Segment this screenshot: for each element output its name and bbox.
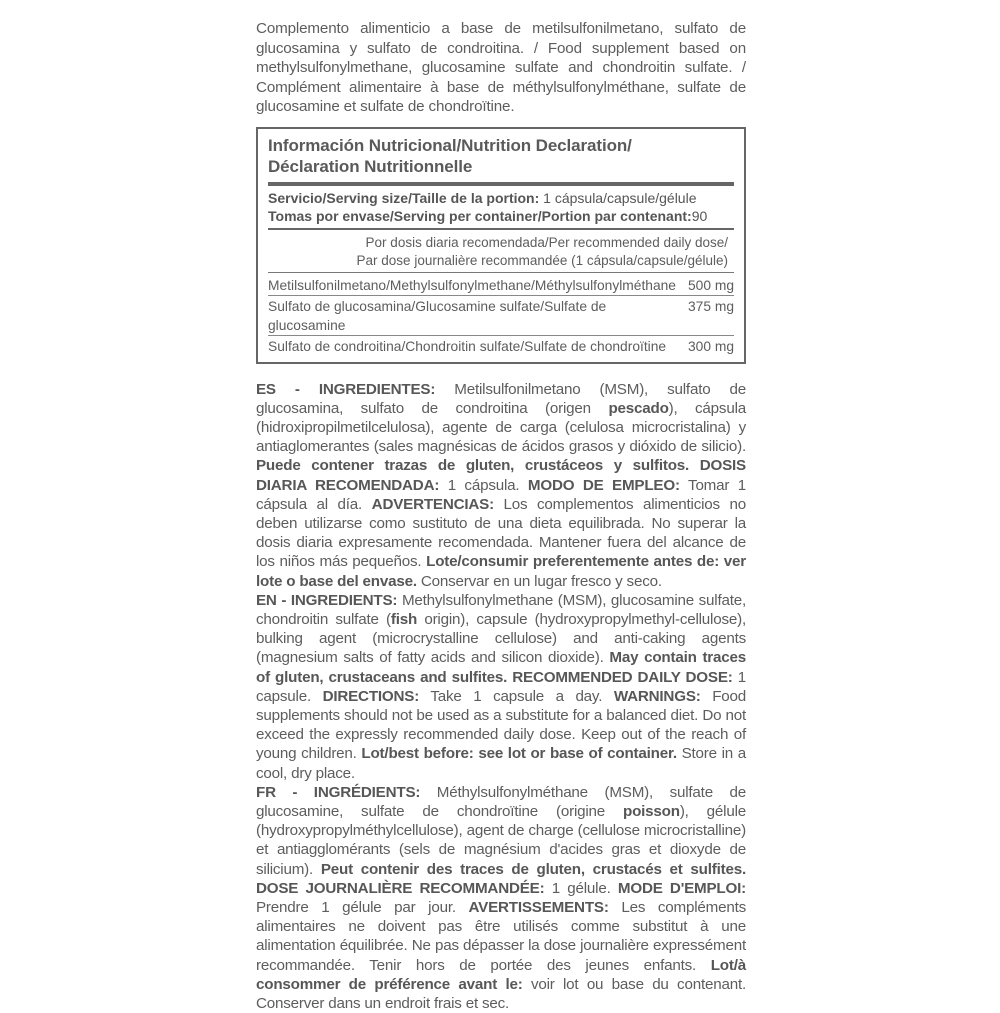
en-directions-label: DIRECTIONS: bbox=[323, 688, 420, 705]
nutrition-table bbox=[256, 127, 746, 364]
fr-text: Prendre 1 gélule par jour. bbox=[256, 899, 469, 916]
nutrient-name: Metilsulfonilmetano/Methylsulfonylmethane/Méthylsulfonylméthane bbox=[268, 276, 676, 295]
ingredients-es bbox=[256, 380, 746, 591]
es-text: ), cápsula (hidroxipropilmetilcelulosa), agente de carga (celulosa microcristalina) y antiaglomerantes (sales magnésicas de ácidos grasos y dióxido de silicio). bbox=[256, 400, 746, 455]
thick-divider bbox=[268, 182, 734, 186]
nutrition-title-line1: Información Nutricional/Nutrition Declaration/ bbox=[268, 136, 632, 155]
nutrient-row bbox=[268, 336, 734, 356]
en-lot-label: Lot/best before: see lot or base of container. bbox=[361, 745, 676, 762]
es-text: Conservar en un lugar fresco y seco. bbox=[417, 573, 662, 590]
fr-lot-label: Lot/à consommer de préférence avant le: bbox=[256, 957, 746, 993]
es-warnings-label: ADVERTENCIAS: bbox=[372, 496, 494, 513]
label-content bbox=[256, 19, 746, 1013]
nutrient-amount: 500 mg bbox=[684, 276, 734, 295]
fr-text: Les compléments alimentaires ne doivent pas être utilisés comme substitut à une alimentation équilibrée. Ne pas dépasser la dose journalière expressément recommandée. Tenir hors de portée des jeunes enfants. bbox=[256, 899, 746, 974]
nutrient-name: Sulfato de glucosamina/Glucosamine sulfate/Sulfate de glucosamine bbox=[268, 297, 684, 335]
en-text: Methylsulfonylmethane (MSM), glucosamine sulfate, chondroitin sulfate ( bbox=[256, 592, 746, 628]
fr-traces: Peut contenir des traces de gluten, crustacés et sulfites. DOSE JOURNALIÈRE RECOMMANDÉE: bbox=[256, 861, 746, 897]
es-heading: ES - INGREDIENTES: bbox=[256, 381, 435, 398]
servings-value: 90 bbox=[692, 208, 708, 224]
en-text: Store in a cool, dry place. bbox=[256, 745, 746, 781]
en-text: 1 capsule. bbox=[256, 669, 746, 705]
en-text: Food supplements should not be used as a substitute for a balanced diet. Do not exceed the expressly recommended daily dose. Keep out of the reach of young children. bbox=[256, 688, 746, 763]
serving-size bbox=[268, 189, 734, 207]
es-text: Los complementos alimenticios no deben utilizarse como sustituto de una dieta equilibrada. No superar la dosis diaria expresamente recomendada. Mantener fuera del alcance de los niños más pequeños. bbox=[256, 496, 746, 571]
nutrient-row bbox=[268, 296, 734, 336]
fr-warnings-label: AVERTISSEMENTS: bbox=[469, 899, 609, 916]
product-description: Complemento alimenticio a base de metilsulfonilmetano, sulfato de glucosamina y sulfato de condroitina. / Food supplement based on methylsulfonylmethane, glucosamine sulfate and chondroitin sulfate. / Complément alimentaire à base de méthylsulfonylméthane, sulfate de glucosamine et sulfate de chondroïtine. bbox=[256, 19, 746, 117]
nutrition-title bbox=[268, 135, 734, 177]
fr-text: voir lot ou base du contenant. Conserver dans un endroit frais et sec. bbox=[256, 976, 746, 1012]
es-mode-label: MODO DE EMPLEO: bbox=[528, 477, 680, 494]
es-text: Metilsulfonilmetano (MSM), sulfato de glucosamina, sulfato de condroitina (origen bbox=[256, 381, 746, 417]
nutrition-title-line2: Déclaration Nutritionnelle bbox=[268, 157, 472, 176]
fr-text: 1 gélule. bbox=[544, 880, 617, 897]
nutrient-name: Sulfato de condroitina/Chondroitin sulfate/Sulfate de chondroïtine bbox=[268, 337, 666, 356]
per-dose-header bbox=[268, 234, 728, 270]
fr-mode-label: MODE D'EMPLOI: bbox=[618, 880, 746, 897]
en-warnings-label: WARNINGS: bbox=[614, 688, 701, 705]
es-text: Tomar 1 cápsula al día. bbox=[256, 477, 746, 513]
servings-per-container bbox=[268, 207, 734, 225]
en-heading: EN - INGREDIENTS: bbox=[256, 592, 397, 609]
en-traces: May contain traces of gluten, crustaceans and sulfites. RECOMMENDED DAILY DOSE: bbox=[256, 649, 746, 685]
fr-heading: FR - INGRÉDIENTS: bbox=[256, 784, 420, 801]
ingredients-block bbox=[256, 380, 746, 1013]
serving-size-label: Servicio/Serving size/Taille de la portion: bbox=[268, 190, 539, 206]
servings-label: Tomas por envase/Serving per container/Portion par contenant: bbox=[268, 208, 692, 224]
nutrient-row bbox=[268, 275, 734, 296]
es-traces: Puede contener trazas de gluten, crustáceos y sulfitos. DOSIS DIARIA RECOMENDADA: bbox=[256, 457, 746, 493]
fr-allergen: poisson bbox=[623, 803, 680, 820]
ingredients-fr bbox=[256, 783, 746, 1013]
es-lot-label: Lote/consumir preferentemente antes de: ver lote o base del envase. bbox=[256, 553, 746, 589]
nutrient-rows bbox=[268, 275, 734, 356]
es-text: 1 cápsula. bbox=[439, 477, 528, 494]
per-dose-line1: Por dosis diaria recomendada/Per recommended daily dose/ bbox=[366, 235, 728, 250]
per-dose-line2: Par dose journalière recommandée (1 cápsula/capsule/gélule) bbox=[357, 253, 728, 268]
ingredients-en bbox=[256, 591, 746, 783]
serving-size-value: 1 cápsula/capsule/gélule bbox=[539, 190, 696, 206]
es-allergen: pescado bbox=[608, 400, 668, 417]
en-text: Take 1 capsule a day. bbox=[419, 688, 614, 705]
nutrient-amount: 300 mg bbox=[684, 337, 734, 356]
fr-text: Méthylsulfonylméthane (MSM), sulfate de glucosamine, sulfate de chondroïtine (origine bbox=[256, 784, 746, 820]
fr-text: ), gélule (hydroxypropylméthylcellulose), agent de charge (cellulose microcristalline) et antiagglomérants (sels de magnésium d'acides gras et dioxyde de silicium). bbox=[256, 803, 746, 878]
mid-divider bbox=[268, 228, 734, 230]
en-allergen: fish bbox=[391, 611, 417, 628]
thin-divider bbox=[268, 272, 734, 273]
nutrient-amount: 375 mg bbox=[684, 297, 734, 316]
en-text: origin), capsule (hydroxypropylmethyl-cellulose), bulking agent (microcrystalline cellulose) and anti-caking agents (magnesium salts of fatty acids and silicon dioxide). bbox=[256, 611, 746, 666]
